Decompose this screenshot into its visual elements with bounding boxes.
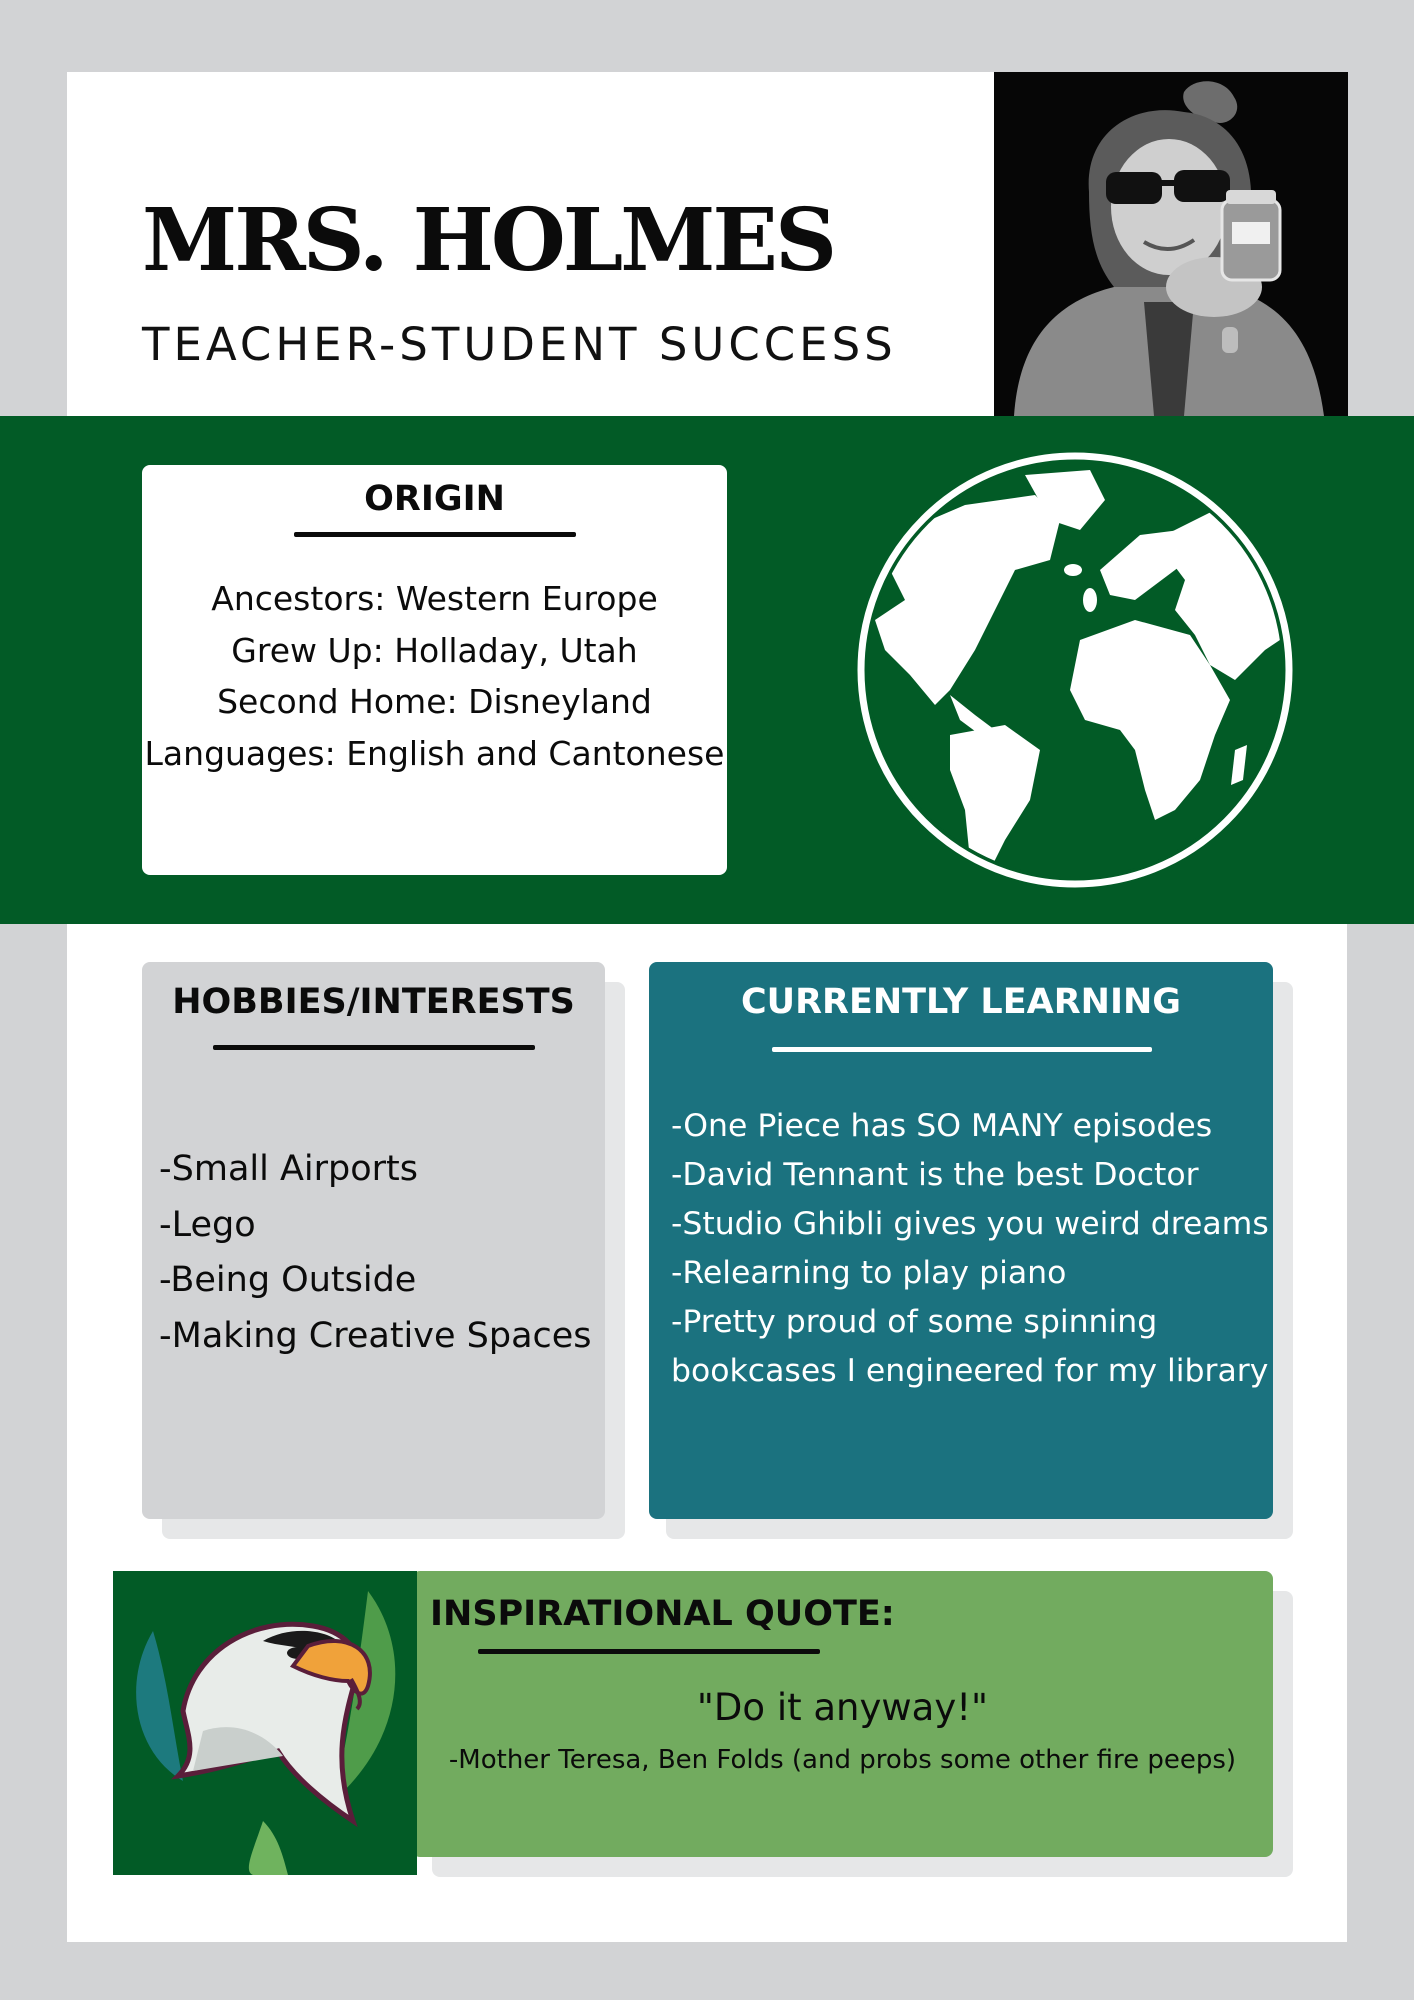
learning-item: -Studio Ghibli gives you weird dreams — [671, 1206, 1269, 1242]
learning-item: -Pretty proud of some spinning — [671, 1304, 1158, 1340]
origin-grew-up: Grew Up: Holladay, Utah — [231, 630, 638, 670]
origin-ancestors: Ancestors: Western Europe — [211, 579, 658, 618]
learning-list — [671, 1102, 1269, 1396]
quote-title-underline — [478, 1649, 820, 1654]
hobbies-card — [142, 962, 605, 1519]
learning-title-underline — [772, 1047, 1152, 1052]
hobbies-title-underline — [213, 1045, 535, 1050]
learning-title: CURRENTLY LEARNING — [740, 982, 1182, 1022]
globe-icon — [855, 450, 1295, 890]
eagle-mascot-icon — [113, 1571, 417, 1875]
learning-item: -Relearning to play piano — [671, 1255, 1067, 1291]
learning-item: -David Tennant is the best Doctor — [671, 1157, 1199, 1193]
hobby-item: -Making Creative Spaces — [159, 1315, 592, 1356]
quote-title: INSPIRATIONAL QUOTE: — [430, 1594, 895, 1634]
hobby-item: -Small Airports — [159, 1149, 418, 1189]
origin-title: ORIGIN — [364, 479, 505, 519]
origin-title-underline — [294, 532, 576, 537]
learning-card — [649, 962, 1273, 1519]
learning-item: -One Piece has SO MANY episodes — [671, 1108, 1213, 1144]
origin-second-home: Second Home: Disneyland — [217, 682, 652, 721]
hobby-item: -Being Outside — [159, 1260, 417, 1300]
hobby-item: -Lego — [159, 1204, 256, 1245]
eagle-mascot-box — [113, 1571, 417, 1875]
quote-text: "Do it anyway!" — [696, 1686, 989, 1729]
teacher-name: MRS. HOLMES — [142, 190, 835, 291]
teacher-role: TEACHER-STUDENT SUCCESS — [142, 318, 897, 371]
learning-item: bookcases I engineered for my library — [671, 1353, 1269, 1389]
origin-lines — [142, 573, 727, 779]
teacher-photo — [994, 72, 1348, 416]
origin-languages: Languages: English and Cantonese — [144, 733, 725, 773]
origin-card — [142, 465, 727, 875]
hobbies-title: HOBBIES/INTERESTS — [172, 982, 575, 1022]
quote-attribution: -Mother Teresa, Ben Folds (and probs some other fire peeps) — [448, 1745, 1237, 1775]
portrait-image — [994, 72, 1348, 416]
hobbies-list — [159, 1142, 592, 1364]
